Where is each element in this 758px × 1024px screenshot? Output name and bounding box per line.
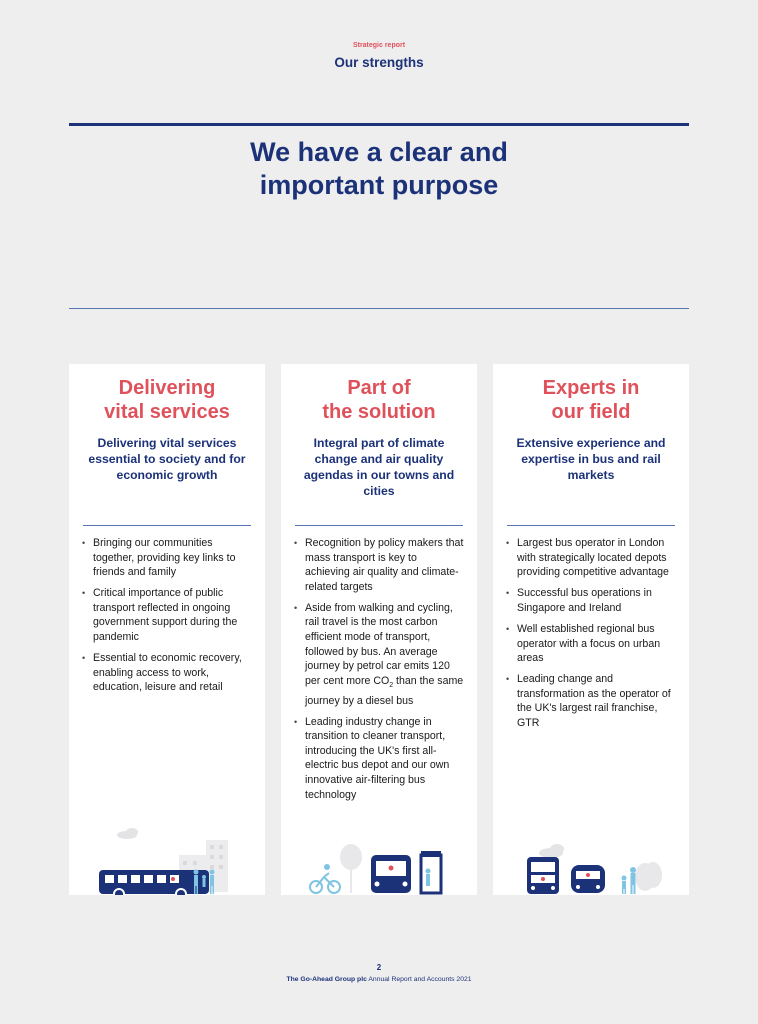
card-bullets: [294, 536, 464, 809]
card-bullets: [506, 536, 676, 737]
headline-line-2: important purpose: [259, 170, 499, 200]
list-item: • Recognition by policy makers that mass transport is key to achieving air quality and climate-related targets: [294, 536, 464, 594]
list-item: • Essential to economic recovery, enabling access to work, education, leisure and retail: [82, 651, 252, 695]
card-divider: [295, 525, 463, 526]
page-headline: [0, 136, 758, 202]
section-kicker: Strategic report: [352, 42, 406, 49]
list-item: • Largest bus operator in London with strategically located depots providing competitive advantage: [506, 536, 676, 580]
card-bullets: [82, 536, 252, 701]
page-number: 2: [376, 963, 382, 972]
footer-credit: The Go-Ahead Group plc Annual Report and Accounts 2021: [286, 976, 472, 983]
card-title: Part of the solution: [322, 377, 436, 423]
section-title: Our strengths: [334, 55, 424, 70]
list-item: • Well established regional bus operator with a focus on urban areas: [506, 622, 676, 666]
cyclist-bus-stop-illustration: [281, 815, 477, 895]
strength-card-experts: [493, 364, 689, 895]
bus-and-people-illustration: [69, 815, 265, 895]
list-item: • Successful bus operations in Singapore and Ireland: [506, 586, 676, 615]
card-subtitle: Extensive experience and expertise in bus and rail markets: [516, 436, 666, 482]
top-divider: [69, 123, 689, 126]
list-item: • Aside from walking and cycling, rail travel is the most carbon efficient mode of transport, followed by bus. An average journey by petrol car emits 120 per cent more $CO_2$ than the same journey by a diesel bus: [294, 601, 464, 708]
card-divider: [507, 525, 675, 526]
bus-and-train-illustration: [493, 815, 689, 895]
list-item: • Leading change and transformation as the operator of the UK's largest rail franchise, GTR: [506, 672, 676, 730]
headline-line-1: We have a clear and: [250, 137, 508, 167]
strength-card-solution: [281, 364, 477, 895]
list-item: • Leading industry change in transition to cleaner transport, introducing the UK's first all-electric bus depot and our own innovative air-filtering bus technology: [294, 715, 464, 803]
card-divider: [83, 525, 251, 526]
card-title: Delivering vital services: [104, 377, 230, 423]
card-subtitle: Delivering vital services essential to society and for economic growth: [88, 436, 246, 482]
list-item: • Bringing our communities together, providing key links to friends and family: [82, 536, 252, 580]
list-item: • Critical importance of public transport reflected in ongoing government support during the pandemic: [82, 586, 252, 644]
card-title: Experts in our field: [542, 377, 640, 423]
strength-card-delivering: [69, 364, 265, 895]
card-subtitle: Integral part of climate change and air quality agendas in our towns and cities: [303, 436, 455, 498]
middle-divider: [69, 308, 689, 309]
